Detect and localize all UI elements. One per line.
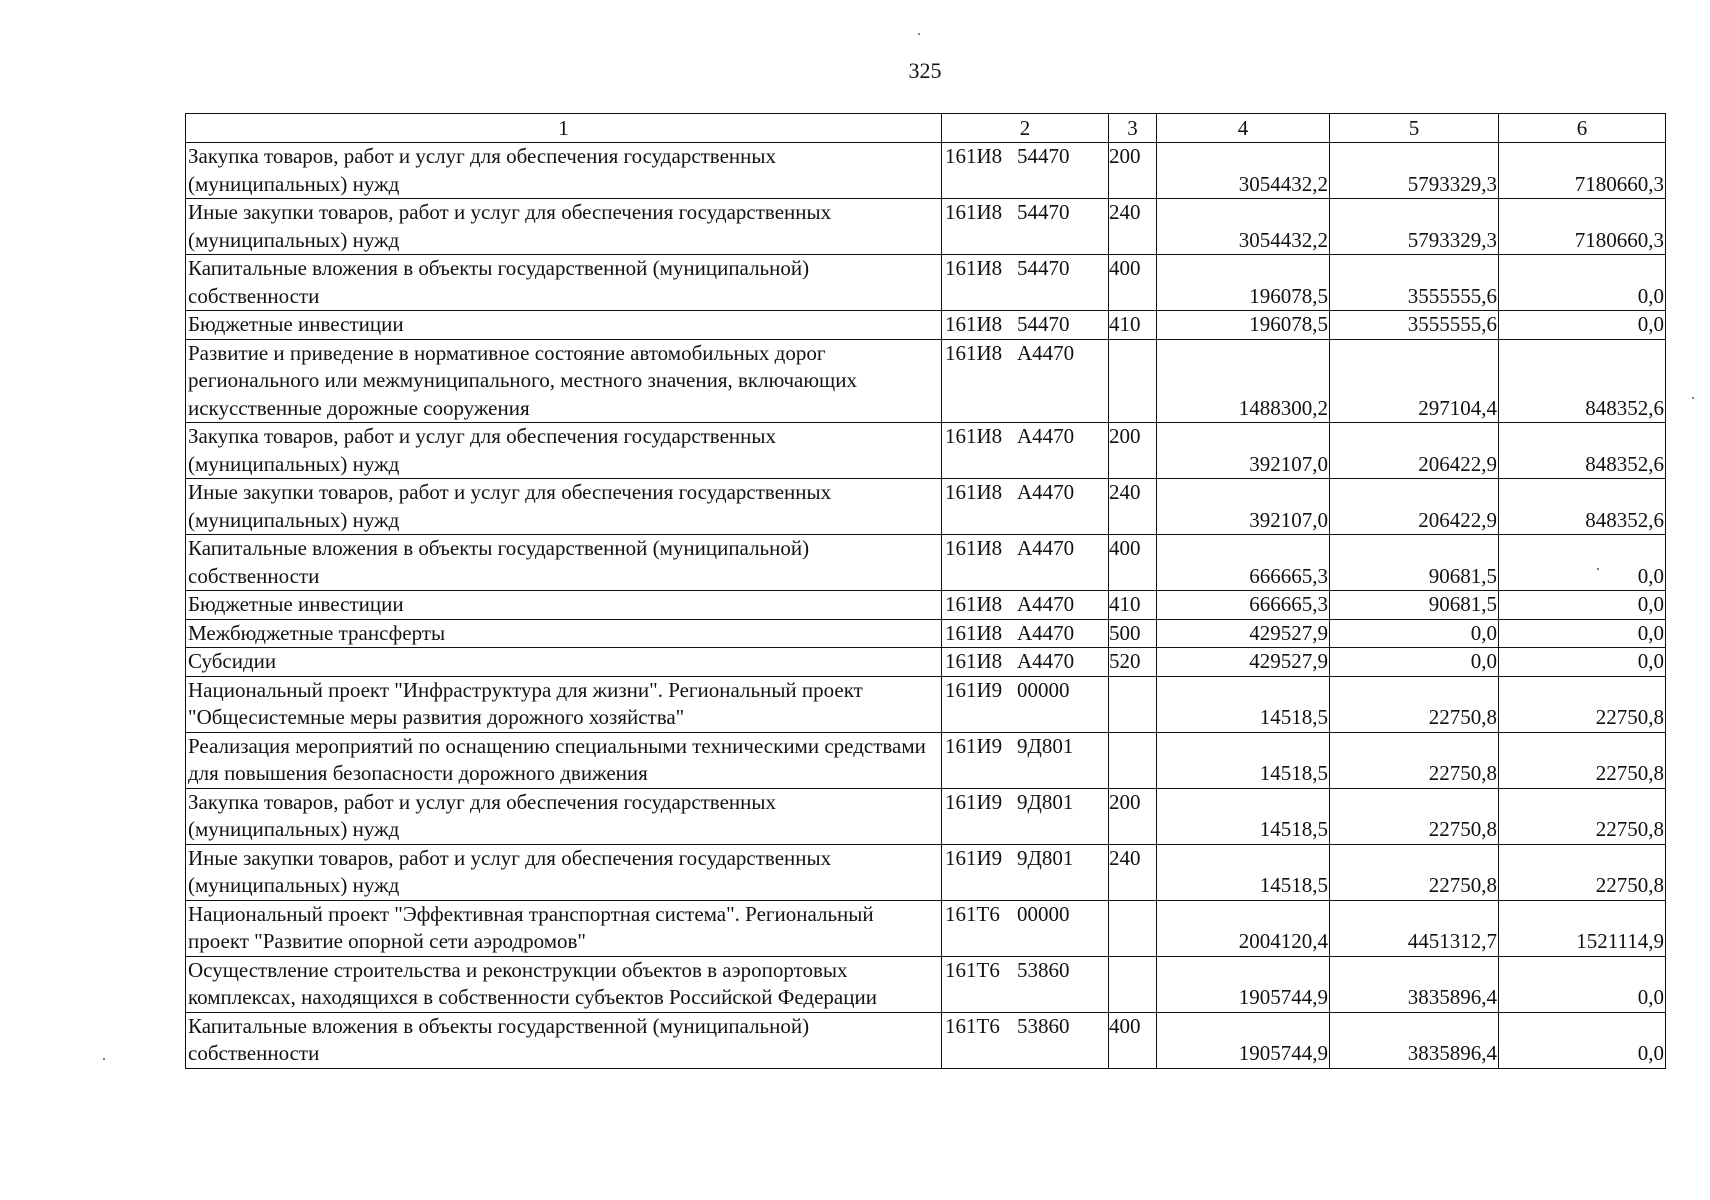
row-name: Иные закупки товаров, работ и услуг для обеспечения государственных (муниципальных) нужд bbox=[186, 844, 942, 900]
code-program-part: 161Т6 bbox=[945, 957, 1000, 982]
code-direction-part: А4470 bbox=[1017, 424, 1075, 448]
code-program-part: 161И9 bbox=[945, 733, 1003, 758]
amount-year-2: 0,0 bbox=[1330, 619, 1499, 648]
amount-year-2: 3835896,4 bbox=[1330, 1012, 1499, 1068]
amount-year-1: 3054432,2 bbox=[1157, 143, 1330, 199]
target-article-code bbox=[942, 479, 1109, 535]
table-row bbox=[186, 311, 1666, 340]
row-name: Бюджетные инвестиции bbox=[186, 591, 942, 620]
amount-year-3: 0,0 bbox=[1499, 648, 1666, 677]
code-program-part: 161И8 bbox=[945, 340, 1003, 365]
amount-year-2: 4451312,7 bbox=[1330, 900, 1499, 956]
row-name: Закупка товаров, работ и услуг для обеспечения государственных (муниципальных) нужд bbox=[186, 143, 942, 199]
table-header-row bbox=[186, 114, 1666, 143]
code-program-part: 161И8 bbox=[945, 312, 1003, 336]
table-row bbox=[186, 199, 1666, 255]
table-row bbox=[186, 479, 1666, 535]
row-name: Капитальные вложения в объекты государственной (муниципальной) собственности bbox=[186, 535, 942, 591]
amount-year-1: 14518,5 bbox=[1157, 844, 1330, 900]
table-row bbox=[186, 535, 1666, 591]
code-direction-part: 9Д801 bbox=[1017, 845, 1074, 870]
code-program-part: 161И9 bbox=[945, 789, 1003, 814]
code-program-part: 161И9 bbox=[945, 677, 1003, 702]
table-row bbox=[186, 339, 1666, 423]
row-name: Закупка товаров, работ и услуг для обеспечения государственных (муниципальных) нужд bbox=[186, 788, 942, 844]
target-article-code bbox=[942, 648, 1109, 677]
table-row bbox=[186, 255, 1666, 311]
amount-year-2: 206422,9 bbox=[1330, 479, 1499, 535]
code-direction-part: 54470 bbox=[1017, 312, 1070, 336]
amount-year-1: 1905744,9 bbox=[1157, 956, 1330, 1012]
amount-year-2: 22750,8 bbox=[1330, 788, 1499, 844]
target-article-code bbox=[942, 255, 1109, 311]
column-header: 4 bbox=[1157, 114, 1330, 143]
code-direction-part: 53860 bbox=[1017, 957, 1070, 982]
column-header: 6 bbox=[1499, 114, 1666, 143]
row-name: Реализация мероприятий по оснащению специальными техническими средствами для повышения безопасности дорожного движения bbox=[186, 732, 942, 788]
row-name: Бюджетные инвестиции bbox=[186, 311, 942, 340]
amount-year-3: 0,0 bbox=[1499, 591, 1666, 620]
code-direction-part: 54470 bbox=[1017, 256, 1070, 280]
amount-year-1: 1488300,2 bbox=[1157, 339, 1330, 423]
code-program-part: 161И9 bbox=[945, 845, 1003, 870]
target-article-code bbox=[942, 339, 1109, 423]
amount-year-2: 22750,8 bbox=[1330, 676, 1499, 732]
expense-type-code: 410 bbox=[1109, 591, 1157, 620]
target-article-code bbox=[942, 423, 1109, 479]
row-name: Межбюджетные трансферты bbox=[186, 619, 942, 648]
amount-year-2: 90681,5 bbox=[1330, 591, 1499, 620]
expense-type-code bbox=[1109, 339, 1157, 423]
amount-year-3: 0,0 bbox=[1499, 255, 1666, 311]
target-article-code bbox=[942, 900, 1109, 956]
scan-speck bbox=[1692, 397, 1694, 399]
scan-speck bbox=[1597, 568, 1599, 570]
table-row bbox=[186, 619, 1666, 648]
target-article-code bbox=[942, 844, 1109, 900]
amount-year-1: 196078,5 bbox=[1157, 255, 1330, 311]
code-program-part: 161И8 bbox=[945, 592, 1003, 616]
column-header: 2 bbox=[942, 114, 1109, 143]
table-row bbox=[186, 143, 1666, 199]
amount-year-1: 666665,3 bbox=[1157, 591, 1330, 620]
expense-type-code: 200 bbox=[1109, 788, 1157, 844]
amount-year-1: 196078,5 bbox=[1157, 311, 1330, 340]
expense-type-code: 240 bbox=[1109, 479, 1157, 535]
code-program-part: 161И8 bbox=[945, 200, 1003, 224]
code-direction-part: 54470 bbox=[1017, 200, 1070, 224]
amount-year-3: 0,0 bbox=[1499, 1012, 1666, 1068]
code-direction-part: 54470 bbox=[1017, 144, 1070, 168]
target-article-code bbox=[942, 732, 1109, 788]
amount-year-2: 3555555,6 bbox=[1330, 311, 1499, 340]
target-article-code bbox=[942, 199, 1109, 255]
expense-type-code: 200 bbox=[1109, 143, 1157, 199]
amount-year-3: 848352,6 bbox=[1499, 339, 1666, 423]
row-name: Осуществление строительства и реконструкции объектов в аэропортовых комплексах, находящихся в собственности субъектов Российской Федерации bbox=[186, 956, 942, 1012]
row-name: Иные закупки товаров, работ и услуг для обеспечения государственных (муниципальных) нужд bbox=[186, 479, 942, 535]
target-article-code bbox=[942, 1012, 1109, 1068]
expense-type-code: 500 bbox=[1109, 619, 1157, 648]
row-name: Развитие и приведение в нормативное состояние автомобильных дорог регионального или межмуниципального, местного значения, включающих искусственные дорожные сооружения bbox=[186, 339, 942, 423]
code-program-part: 161И8 bbox=[945, 536, 1003, 560]
code-program-part: 161И8 bbox=[945, 144, 1003, 168]
code-program-part: 161И8 bbox=[945, 649, 1003, 673]
code-program-part: 161И8 bbox=[945, 480, 1003, 504]
code-direction-part: 9Д801 bbox=[1017, 733, 1074, 758]
table-row bbox=[186, 1012, 1666, 1068]
row-name: Закупка товаров, работ и услуг для обеспечения государственных (муниципальных) нужд bbox=[186, 423, 942, 479]
table-row bbox=[186, 648, 1666, 677]
amount-year-2: 297104,4 bbox=[1330, 339, 1499, 423]
scan-speck bbox=[103, 1058, 105, 1060]
code-direction-part: А4470 bbox=[1017, 620, 1075, 645]
budget-table bbox=[185, 113, 1666, 1069]
code-direction-part: А4470 bbox=[1017, 340, 1075, 365]
code-direction-part: А4470 bbox=[1017, 649, 1075, 673]
amount-year-2: 22750,8 bbox=[1330, 732, 1499, 788]
amount-year-1: 429527,9 bbox=[1157, 619, 1330, 648]
table-row bbox=[186, 732, 1666, 788]
amount-year-2: 5793329,3 bbox=[1330, 199, 1499, 255]
amount-year-1: 429527,9 bbox=[1157, 648, 1330, 677]
amount-year-3: 848352,6 bbox=[1499, 479, 1666, 535]
row-name: Национальный проект "Эффективная транспортная система". Региональный проект "Развитие опорной сети аэродромов" bbox=[186, 900, 942, 956]
amount-year-1: 666665,3 bbox=[1157, 535, 1330, 591]
expense-type-code: 240 bbox=[1109, 199, 1157, 255]
target-article-code bbox=[942, 143, 1109, 199]
expense-type-code bbox=[1109, 732, 1157, 788]
column-header: 5 bbox=[1330, 114, 1499, 143]
amount-year-2: 3555555,6 bbox=[1330, 255, 1499, 311]
amount-year-3: 0,0 bbox=[1499, 956, 1666, 1012]
target-article-code bbox=[942, 676, 1109, 732]
amount-year-3: 0,0 bbox=[1499, 619, 1666, 648]
table-row bbox=[186, 676, 1666, 732]
amount-year-2: 5793329,3 bbox=[1330, 143, 1499, 199]
amount-year-1: 3054432,2 bbox=[1157, 199, 1330, 255]
code-direction-part: 53860 bbox=[1017, 1013, 1070, 1038]
amount-year-3: 0,0 bbox=[1499, 535, 1666, 591]
column-header: 1 bbox=[186, 114, 942, 143]
table-row bbox=[186, 844, 1666, 900]
code-direction-part: А4470 bbox=[1017, 480, 1075, 504]
target-article-code bbox=[942, 619, 1109, 648]
amount-year-3: 22750,8 bbox=[1499, 676, 1666, 732]
code-direction-part: А4470 bbox=[1017, 536, 1075, 560]
code-program-part: 161И8 bbox=[945, 620, 1003, 645]
table-row bbox=[186, 591, 1666, 620]
amount-year-3: 848352,6 bbox=[1499, 423, 1666, 479]
code-direction-part: А4470 bbox=[1017, 592, 1075, 616]
amount-year-1: 392107,0 bbox=[1157, 423, 1330, 479]
amount-year-2: 22750,8 bbox=[1330, 844, 1499, 900]
amount-year-3: 22750,8 bbox=[1499, 844, 1666, 900]
code-direction-part: 00000 bbox=[1017, 677, 1070, 702]
row-name: Иные закупки товаров, работ и услуг для обеспечения государственных (муниципальных) нужд bbox=[186, 199, 942, 255]
table-row bbox=[186, 956, 1666, 1012]
row-name: Субсидии bbox=[186, 648, 942, 677]
target-article-code bbox=[942, 311, 1109, 340]
amount-year-3: 22750,8 bbox=[1499, 788, 1666, 844]
amount-year-3: 7180660,3 bbox=[1499, 143, 1666, 199]
table-row bbox=[186, 788, 1666, 844]
row-name: Капитальные вложения в объекты государственной (муниципальной) собственности bbox=[186, 1012, 942, 1068]
table-row bbox=[186, 900, 1666, 956]
expense-type-code bbox=[1109, 676, 1157, 732]
page-number: 325 bbox=[908, 58, 942, 83]
column-header: 3 bbox=[1109, 114, 1157, 143]
target-article-code bbox=[942, 788, 1109, 844]
expense-type-code bbox=[1109, 956, 1157, 1012]
expense-type-code: 520 bbox=[1109, 648, 1157, 677]
amount-year-2: 0,0 bbox=[1330, 648, 1499, 677]
target-article-code bbox=[942, 591, 1109, 620]
amount-year-2: 3835896,4 bbox=[1330, 956, 1499, 1012]
amount-year-2: 90681,5 bbox=[1330, 535, 1499, 591]
amount-year-3: 1521114,9 bbox=[1499, 900, 1666, 956]
expense-type-code: 400 bbox=[1109, 1012, 1157, 1068]
amount-year-3: 22750,8 bbox=[1499, 732, 1666, 788]
expense-type-code bbox=[1109, 900, 1157, 956]
amount-year-1: 2004120,4 bbox=[1157, 900, 1330, 956]
row-name: Капитальные вложения в объекты государственной (муниципальной) собственности bbox=[186, 255, 942, 311]
code-program-part: 161И8 bbox=[945, 424, 1003, 448]
amount-year-2: 206422,9 bbox=[1330, 423, 1499, 479]
code-program-part: 161И8 bbox=[945, 256, 1003, 280]
amount-year-1: 14518,5 bbox=[1157, 788, 1330, 844]
expense-type-code: 410 bbox=[1109, 311, 1157, 340]
code-program-part: 161Т6 bbox=[945, 1013, 1000, 1038]
target-article-code bbox=[942, 956, 1109, 1012]
code-direction-part: 9Д801 bbox=[1017, 789, 1074, 814]
target-article-code bbox=[942, 535, 1109, 591]
amount-year-1: 392107,0 bbox=[1157, 479, 1330, 535]
scan-speck bbox=[918, 33, 920, 35]
amount-year-1: 14518,5 bbox=[1157, 676, 1330, 732]
row-name: Национальный проект "Инфраструктура для жизни". Региональный проект "Общесистемные меры развития дорожного хозяйства" bbox=[186, 676, 942, 732]
amount-year-1: 1905744,9 bbox=[1157, 1012, 1330, 1068]
code-direction-part: 00000 bbox=[1017, 901, 1070, 926]
expense-type-code: 240 bbox=[1109, 844, 1157, 900]
expense-type-code: 400 bbox=[1109, 535, 1157, 591]
amount-year-3: 0,0 bbox=[1499, 311, 1666, 340]
expense-type-code: 400 bbox=[1109, 255, 1157, 311]
amount-year-3: 7180660,3 bbox=[1499, 199, 1666, 255]
code-program-part: 161Т6 bbox=[945, 901, 1000, 926]
table-row bbox=[186, 423, 1666, 479]
expense-type-code: 200 bbox=[1109, 423, 1157, 479]
amount-year-1: 14518,5 bbox=[1157, 732, 1330, 788]
